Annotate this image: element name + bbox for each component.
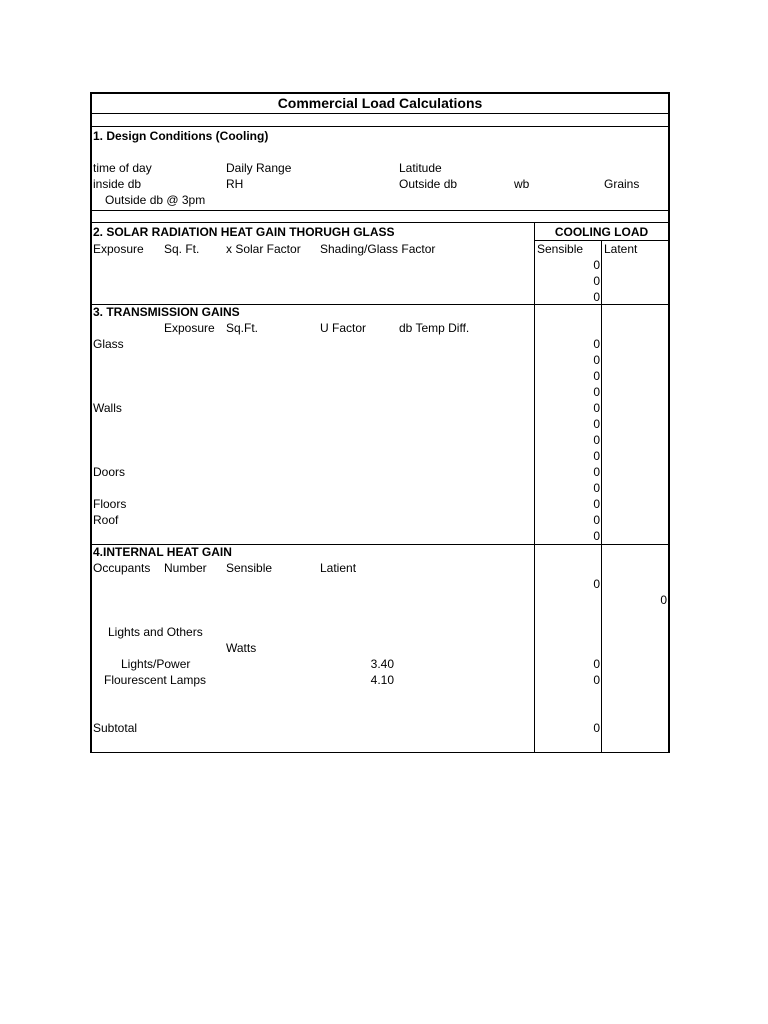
exposure-column-label: Exposure: [164, 321, 215, 335]
solar-factor-column-label: x Solar Factor: [226, 242, 301, 256]
transmission-sensible-value: 0: [593, 465, 600, 479]
rh-label: RH: [226, 177, 244, 191]
solar-sensible-value: 0: [593, 258, 600, 272]
transmission-sensible-value: 0: [593, 497, 600, 511]
design-conditions-heading: 1. Design Conditions (Cooling): [93, 129, 269, 143]
doors-label: Doors: [93, 465, 126, 479]
transmission-sensible-value: 0: [593, 385, 600, 399]
section-divider: [90, 222, 670, 223]
transmission-gains-heading: 3. TRANSMISSION GAINS: [93, 305, 240, 319]
page-title: Commercial Load Calculations: [277, 95, 483, 111]
floors-label: Floors: [93, 497, 127, 511]
solar-radiation-heading: 2. SOLAR RADIATION HEAT GAIN THORUGH GLASS: [93, 225, 395, 239]
lights-power-sensible-value: 0: [593, 657, 600, 671]
transmission-sensible-value: 0: [593, 529, 600, 543]
sqft-column-label: Sq. Ft.: [164, 242, 200, 256]
internal-heat-gain-heading: 4.INTERNAL HEAT GAIN: [93, 545, 232, 559]
occupants-label: Occupants: [93, 561, 151, 575]
flourescent-lamps-sensible-value: 0: [593, 673, 600, 687]
border-right: [668, 92, 670, 753]
latent-column-line: [601, 240, 602, 753]
subtotal-label: Subtotal: [93, 721, 138, 735]
sensible-column-label: Sensible: [537, 242, 584, 256]
occupants-sensible-value: 0: [593, 577, 600, 591]
sensible-column-line: [534, 222, 535, 753]
lights-and-others-label: Lights and Others: [108, 625, 203, 639]
transmission-sensible-value: 0: [593, 337, 600, 351]
transmission-sensible-value: 0: [593, 401, 600, 415]
latitude-label: Latitude: [399, 161, 442, 175]
number-column-label: Number: [164, 561, 207, 575]
solar-sensible-value: 0: [593, 290, 600, 304]
border-left: [90, 92, 92, 753]
transmission-sensible-value: 0: [593, 513, 600, 527]
border-bottom: [90, 752, 670, 753]
latient-column-label: Latient: [320, 561, 357, 575]
outside-db-3pm-label: Outside db @ 3pm: [105, 193, 206, 207]
transmission-sensible-value: 0: [593, 433, 600, 447]
u-factor-column-label: U Factor: [320, 321, 367, 335]
time-of-day-label: time of day: [93, 161, 152, 175]
outside-db-label: Outside db: [399, 177, 458, 191]
lights-power-factor: 3.40: [370, 657, 394, 671]
grains-label: Grains: [604, 177, 640, 191]
solar-sensible-value: 0: [593, 274, 600, 288]
flourescent-lamps-factor: 4.10: [370, 673, 394, 687]
glass-label: Glass: [93, 337, 124, 351]
wb-label: wb: [514, 177, 530, 191]
cooling-load-divider: [534, 240, 670, 241]
db-temp-diff-column-label: db Temp Diff.: [399, 321, 470, 335]
cooling-load-heading: COOLING LOAD: [554, 225, 649, 239]
transmission-sensible-value: 0: [593, 369, 600, 383]
title-divider: [90, 113, 670, 114]
transmission-sensible-value: 0: [593, 449, 600, 463]
walls-label: Walls: [93, 401, 122, 415]
latent-column-label: Latent: [604, 242, 638, 256]
flourescent-lamps-label: Flourescent Lamps: [104, 673, 207, 687]
roof-label: Roof: [93, 513, 119, 527]
border-top: [90, 92, 670, 94]
transmission-sensible-value: 0: [593, 417, 600, 431]
inside-db-label: inside db: [93, 177, 142, 191]
watts-column-label: Watts: [226, 641, 257, 655]
section-divider: [90, 126, 670, 127]
sensible-column-label: Sensible: [226, 561, 273, 575]
section-divider: [90, 210, 670, 211]
transmission-sensible-value: 0: [593, 353, 600, 367]
transmission-sensible-value: 0: [593, 481, 600, 495]
lights-power-label: Lights/Power: [121, 657, 191, 671]
shading-factor-column-label: Shading/Glass Factor: [320, 242, 436, 256]
exposure-column-label: Exposure: [93, 242, 144, 256]
daily-range-label: Daily Range: [226, 161, 292, 175]
subtotal-sensible-value: 0: [593, 721, 600, 735]
sqft-column-label: Sq.Ft.: [226, 321, 259, 335]
occupants-latent-value: 0: [660, 593, 667, 607]
